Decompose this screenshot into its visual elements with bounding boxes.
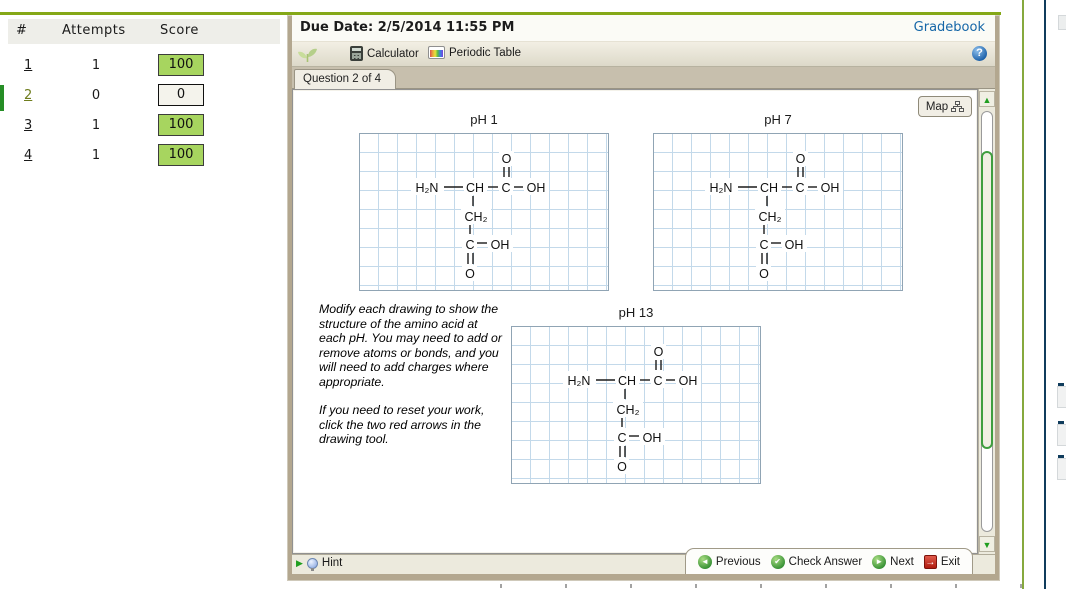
- cut-off-element: [1057, 386, 1066, 408]
- question-list-header: [8, 19, 280, 44]
- lightbulb-icon: [307, 558, 318, 569]
- question-row-4: [0, 142, 281, 172]
- atom-labels: [411, 151, 549, 281]
- ph1-drawing-grid[interactable]: [359, 133, 609, 291]
- ph7-title: pH 7: [764, 112, 792, 127]
- tab-strip: [292, 67, 995, 89]
- amino-acid-structure[interactable]: [512, 327, 762, 485]
- ph7-panel: [653, 112, 903, 291]
- hydroxyl-label: OH: [820, 181, 840, 195]
- question-content-area: [292, 89, 978, 554]
- calculator-button[interactable]: [350, 46, 419, 61]
- alpha-carbon-label: CH: [759, 181, 779, 195]
- periodic-table-button[interactable]: [428, 46, 521, 59]
- carboxyl-carbon-label: C: [795, 181, 805, 195]
- col-score: Score: [160, 23, 199, 38]
- score-badge: 100: [158, 54, 204, 76]
- navigation-bar: [685, 548, 973, 574]
- amino-acid-structure[interactable]: [654, 134, 904, 292]
- attempts-value: 0: [91, 88, 101, 103]
- vertical-scrollbar: [978, 89, 995, 554]
- cut-off-element: [1057, 424, 1066, 446]
- toolbar: [292, 41, 995, 67]
- side-carbonyl-oxygen-label: O: [617, 460, 627, 474]
- next-label: Next: [890, 555, 914, 568]
- hydroxyl-label: OH: [526, 181, 546, 195]
- exit-door-icon: →: [925, 556, 936, 568]
- previous-label: Previous: [715, 555, 761, 568]
- ph13-drawing-grid[interactable]: [511, 326, 761, 484]
- side-carbonyl-oxygen-label: O: [759, 267, 769, 281]
- exit-button[interactable]: [924, 555, 960, 569]
- side-carbonyl-oxygen-label: O: [465, 267, 475, 281]
- plant-logo-icon: [296, 44, 320, 69]
- scroll-up-button[interactable]: ▲: [979, 91, 995, 107]
- question-link-1[interactable]: 1: [24, 58, 33, 73]
- ph13-title: pH 13: [618, 305, 654, 320]
- cut-off-element: [1058, 15, 1066, 30]
- side-ch2-label: CH₂: [758, 210, 782, 224]
- calculator-label: Calculator: [367, 47, 419, 60]
- check-icon: ✔: [771, 555, 785, 569]
- previous-arrow-icon: ◄: [698, 555, 712, 569]
- carbonyl-oxygen-label: O: [501, 152, 512, 166]
- next-button[interactable]: [872, 555, 914, 569]
- score-badge: 100: [158, 114, 204, 136]
- periodic-table-icon: [428, 46, 445, 59]
- check-answer-button[interactable]: [771, 555, 863, 569]
- attempts-value: 1: [91, 58, 101, 73]
- carboxyl-carbon-label: C: [653, 374, 663, 388]
- side-hydroxyl-label: OH: [784, 238, 804, 252]
- side-hydroxyl-label: OH: [490, 238, 510, 252]
- question-link-4[interactable]: 4: [24, 148, 33, 163]
- amine-label: H₂N: [415, 181, 439, 195]
- col-number: #: [16, 23, 27, 38]
- question-link-2[interactable]: 2: [24, 88, 33, 103]
- question-instructions: [319, 302, 503, 447]
- tab-question-2-of-4[interactable]: Question 2 of 4: [294, 69, 396, 89]
- side-ch2-label: CH₂: [616, 403, 640, 417]
- hint-button[interactable]: [296, 557, 342, 569]
- expand-arrow-icon: ▶: [296, 557, 303, 568]
- exit-label: Exit: [940, 555, 960, 568]
- scrollbar-thumb[interactable]: [981, 151, 993, 449]
- alpha-carbon-label: CH: [617, 374, 637, 388]
- ph13-panel: [511, 305, 761, 484]
- page-green-divider: [1022, 0, 1024, 589]
- score-badge: 100: [158, 144, 204, 166]
- carbonyl-oxygen-label: O: [795, 152, 806, 166]
- due-date-text: [300, 20, 514, 35]
- page-navy-divider: [1044, 0, 1046, 589]
- scroll-down-button[interactable]: ▼: [979, 536, 995, 552]
- amine-label: H₂N: [567, 374, 591, 388]
- due-date-bar: [292, 15, 995, 41]
- question-link-3[interactable]: 3: [24, 118, 33, 133]
- calculator-icon: [350, 46, 363, 61]
- alpha-carbon-label: CH: [465, 181, 485, 195]
- amine-label: H₂N: [709, 181, 733, 195]
- next-arrow-icon: ►: [872, 555, 886, 569]
- previous-button[interactable]: [698, 555, 761, 569]
- carbonyl-oxygen-label: O: [653, 345, 664, 359]
- attempts-value: 1: [91, 148, 101, 163]
- side-hydroxyl-label: OH: [642, 431, 662, 445]
- instructions-paragraph-2: If you need to reset your work, click the two red arrows in the drawing tool.: [319, 403, 485, 446]
- question-row-3: [0, 112, 281, 142]
- due-date-label: Due Date:: [300, 20, 374, 35]
- sitemap-icon: [951, 101, 964, 112]
- gradebook-link[interactable]: Gradebook: [913, 20, 985, 35]
- side-ch2-label: CH₂: [464, 210, 488, 224]
- side-carboxyl-carbon-label: C: [759, 238, 769, 252]
- question-row-1: [0, 52, 281, 82]
- bottom-tick-marks: [500, 584, 1066, 588]
- amino-acid-structure[interactable]: [360, 134, 610, 292]
- help-icon[interactable]: ?: [972, 46, 987, 61]
- cut-off-element: [1057, 458, 1066, 480]
- col-attempts: Attempts: [62, 23, 126, 38]
- side-carboxyl-carbon-label: C: [617, 431, 627, 445]
- attempts-value: 1: [91, 118, 101, 133]
- atom-labels: [705, 151, 843, 281]
- assignment-window: [287, 15, 1000, 581]
- hydroxyl-label: OH: [678, 374, 698, 388]
- periodic-table-label: Periodic Table: [449, 46, 522, 59]
- map-label: Map: [925, 100, 949, 113]
- score-badge: 0: [158, 84, 204, 106]
- due-date-value: 2/5/2014 11:55 PM: [377, 20, 515, 35]
- question-row-2: [0, 82, 281, 112]
- atom-labels: [563, 344, 701, 474]
- question-list-sidebar: [0, 15, 281, 575]
- carboxyl-carbon-label: C: [501, 181, 511, 195]
- ph1-panel: [359, 112, 609, 291]
- check-answer-label: Check Answer: [788, 555, 863, 568]
- hint-label: Hint: [321, 557, 343, 569]
- ph7-drawing-grid[interactable]: [653, 133, 903, 291]
- instructions-paragraph-1: Modify each drawing to show the structure of the amino acid at each pH. You may need to add or remove atoms or bonds, and you will need to add charges where appropriate.: [319, 302, 502, 389]
- side-carboxyl-carbon-label: C: [465, 238, 475, 252]
- map-button[interactable]: [918, 96, 972, 117]
- ph1-title: pH 1: [470, 112, 498, 127]
